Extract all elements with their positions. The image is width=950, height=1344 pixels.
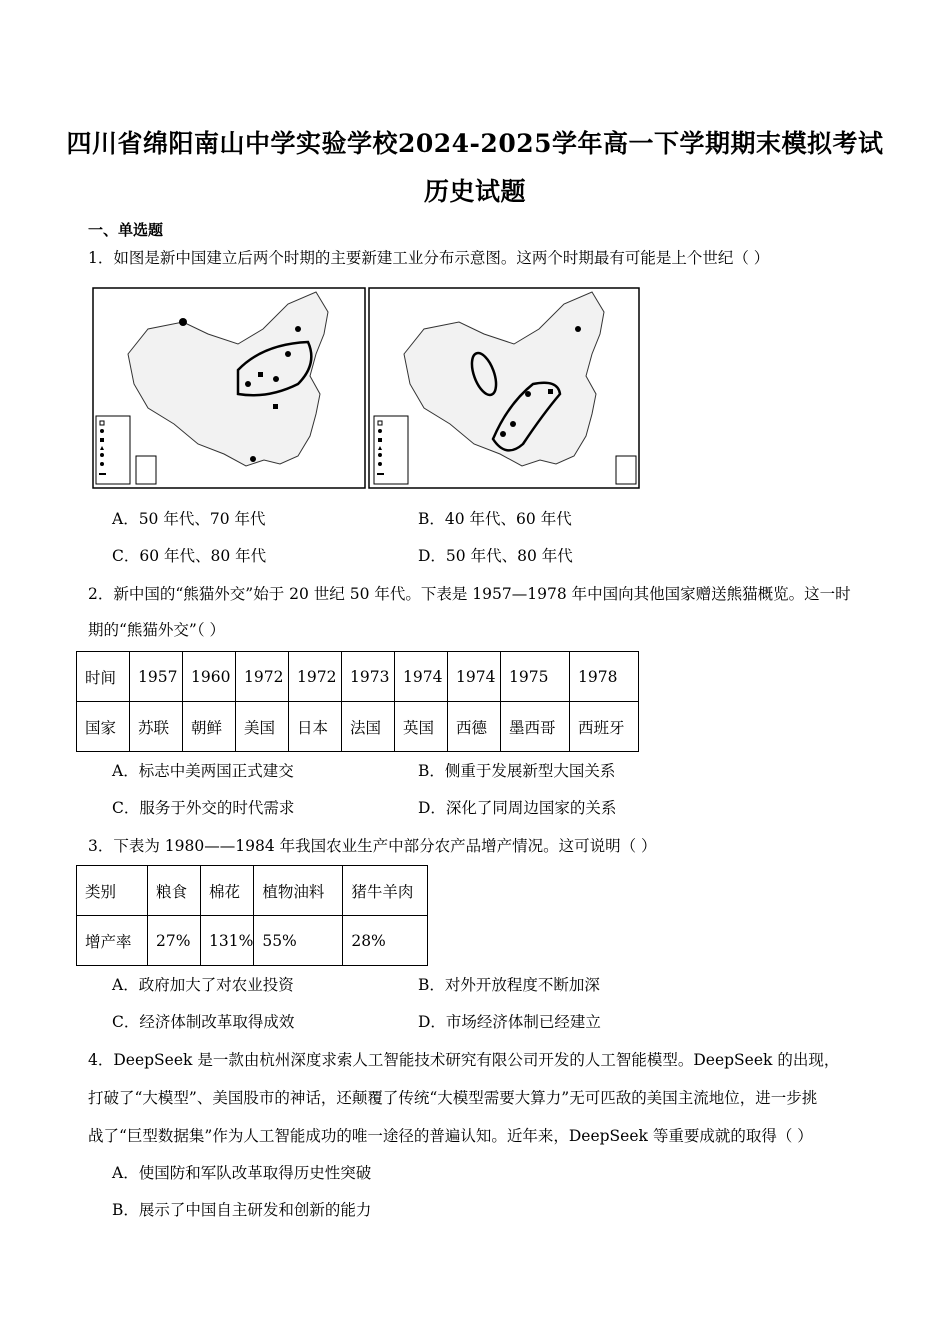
table-cell: 墨西哥 — [501, 702, 570, 752]
q1-option-d: D．50 年代、80 年代 — [418, 547, 573, 565]
table-row — [77, 866, 428, 916]
section-heading: 一、单选题 — [88, 221, 164, 239]
table-cell: 1972 — [236, 652, 289, 702]
table-cell: 苏联 — [130, 702, 183, 752]
table-cell: 1960 — [183, 652, 236, 702]
china-map-1970s-icon — [369, 288, 639, 488]
table-cell: 1974 — [448, 652, 501, 702]
table-cell: 1975 — [501, 652, 570, 702]
table-cell: 1974 — [395, 652, 448, 702]
q3-option-a: A．政府加大了对农业投资 — [112, 976, 294, 994]
table-cell: 1973 — [342, 652, 395, 702]
table-cell: 27% — [148, 916, 201, 966]
q3-option-c: C．经济体制改革取得成效 — [112, 1013, 295, 1031]
table-cell: 英国 — [395, 702, 448, 752]
q2-option-a: A．标志中美两国正式建交 — [112, 762, 294, 780]
q1-option-a: A．50 年代、70 年代 — [112, 510, 266, 528]
q4-option-b: B．展示了中国自主研发和创新的能力 — [112, 1201, 372, 1219]
q3-agriculture-table — [76, 865, 428, 966]
table-cell: 类别 — [77, 866, 148, 916]
table-cell: 植物油料 — [254, 866, 343, 916]
table-cell: 棉花 — [201, 866, 254, 916]
q4-option-a: A．使国防和军队改革取得历史性突破 — [112, 1164, 372, 1182]
q2-panda-table — [76, 651, 639, 752]
table-cell: 国家 — [77, 702, 130, 752]
table-cell: 朝鲜 — [183, 702, 236, 752]
table-cell: 1972 — [289, 652, 342, 702]
table-cell: 131% — [201, 916, 254, 966]
q1-option-c: C．60 年代、80 年代 — [112, 547, 267, 565]
q4-stem-line3: 战了“巨型数据集”作为人工智能成功的唯一途径的普遍认知。近年来，DeepSeek 等重要成就的取得（ ） — [88, 1127, 813, 1145]
q2-stem-line1: 2．新中国的“熊猫外交”始于 20 世纪 50 年代。下表是 1957—1978 年中国向其他国家赠送熊猫概览。这一时 — [88, 585, 851, 603]
table-row — [77, 702, 639, 752]
page-title: 四川省绵阳南山中学实验学校2024-2025学年高一下学期期末模拟考试 — [66, 129, 884, 158]
q2-stem-line2: 期的“熊猫外交”（ ） — [88, 621, 226, 639]
q2-option-c: C．服务于外交的时代需求 — [112, 799, 295, 817]
table-row — [77, 652, 639, 702]
table-cell: 美国 — [236, 702, 289, 752]
q4-stem-line2: 打破了“大模型”、美国股市的神话，还颠覆了传统“大模型需要大算力”无可匹敌的美国主流地位，进一步挑 — [88, 1089, 818, 1107]
table-cell: 时间 — [77, 652, 130, 702]
q1-option-b: B．40 年代、60 年代 — [418, 510, 572, 528]
table-cell: 55% — [254, 916, 343, 966]
q2-option-b: B．侧重于发展新型大国关系 — [418, 762, 616, 780]
table-cell: 西班牙 — [570, 702, 639, 752]
table-cell: 猪牛羊肉 — [343, 866, 428, 916]
table-cell: 粮食 — [148, 866, 201, 916]
table-cell: 1957 — [130, 652, 183, 702]
q1-stem: 1．如图是新中国建立后两个时期的主要新建工业分布示意图。这两个时期最有可能是上个世纪（ ） — [88, 249, 770, 267]
table-row — [77, 916, 428, 966]
q4-stem-line1: 4．DeepSeek 是一款由杭州深度求索人工智能技术研究有限公司开发的人工智能模型。DeepSeek 的出现， — [88, 1051, 840, 1069]
industry-maps-figure — [88, 284, 642, 490]
q3-option-b: B．对外开放程度不断加深 — [418, 976, 600, 994]
q3-stem: 3．下表为 1980——1984 年我国农业生产中部分农产品增产情况。这可说明（ ） — [88, 837, 657, 855]
table-cell: 1978 — [570, 652, 639, 702]
table-cell: 28% — [343, 916, 428, 966]
table-cell: 增产率 — [77, 916, 148, 966]
table-cell: 日本 — [289, 702, 342, 752]
table-cell: 西德 — [448, 702, 501, 752]
china-map-1950s-icon — [93, 288, 365, 488]
table-cell: 法国 — [342, 702, 395, 752]
q3-option-d: D．市场经济体制已经建立 — [418, 1013, 601, 1031]
page-subtitle: 历史试题 — [423, 177, 526, 206]
q2-option-d: D．深化了同周边国家的关系 — [418, 799, 617, 817]
